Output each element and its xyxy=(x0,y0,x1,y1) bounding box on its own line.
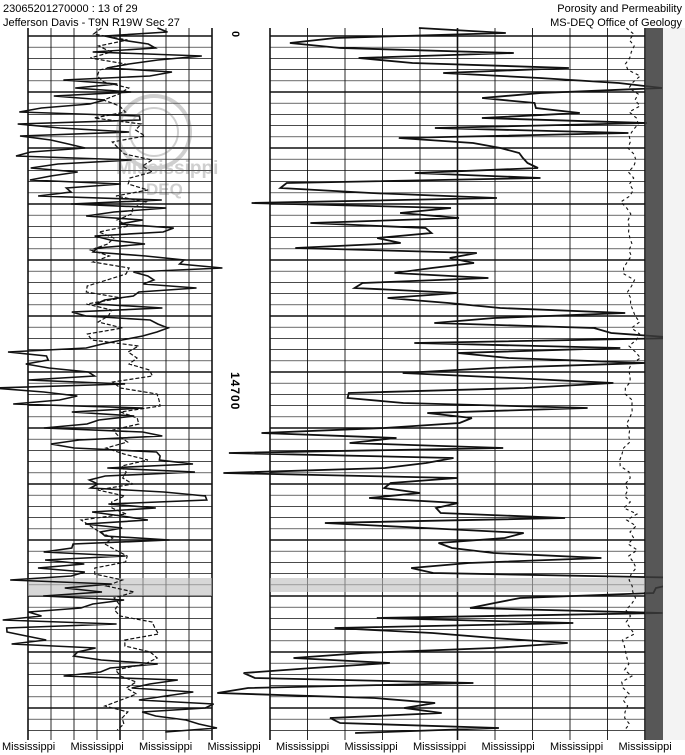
depth-label-top: 0 xyxy=(229,30,242,38)
agency-name: MS-DEQ Office of Geology xyxy=(550,17,682,29)
footer-label: Mississippi xyxy=(481,741,535,753)
footer-label: Mississippi xyxy=(207,741,261,753)
scan-edge-shadow xyxy=(645,28,663,740)
watermark-line1: Mississippi xyxy=(116,158,219,179)
well-id-page: 23065201270000 : 13 of 29 xyxy=(3,3,138,15)
header-left xyxy=(3,2,180,30)
well-location: Jefferson Davis - T9N R19W Sec 27 xyxy=(3,17,180,29)
footer-label: Mississippi xyxy=(276,741,330,753)
footer-label: Mississippi xyxy=(70,741,124,753)
footer-watermark-strip xyxy=(0,740,685,755)
scan-band xyxy=(270,578,645,592)
footer-label: Mississippi xyxy=(413,741,467,753)
depth-label-14700: 14700 xyxy=(228,372,242,411)
scan-edge-highlight xyxy=(663,28,685,740)
footer-label: Mississippi xyxy=(618,741,672,753)
header-right xyxy=(550,2,682,30)
log-type: Porosity and Permeability xyxy=(557,3,682,15)
footer-label: Mississippi xyxy=(550,741,604,753)
footer-label: Mississippi xyxy=(139,741,193,753)
right-track-curve-a xyxy=(217,28,685,733)
watermark-line2: DEQ xyxy=(146,180,183,199)
footer-label: Mississippi xyxy=(344,741,398,753)
footer-label: Mississippi xyxy=(2,741,56,753)
